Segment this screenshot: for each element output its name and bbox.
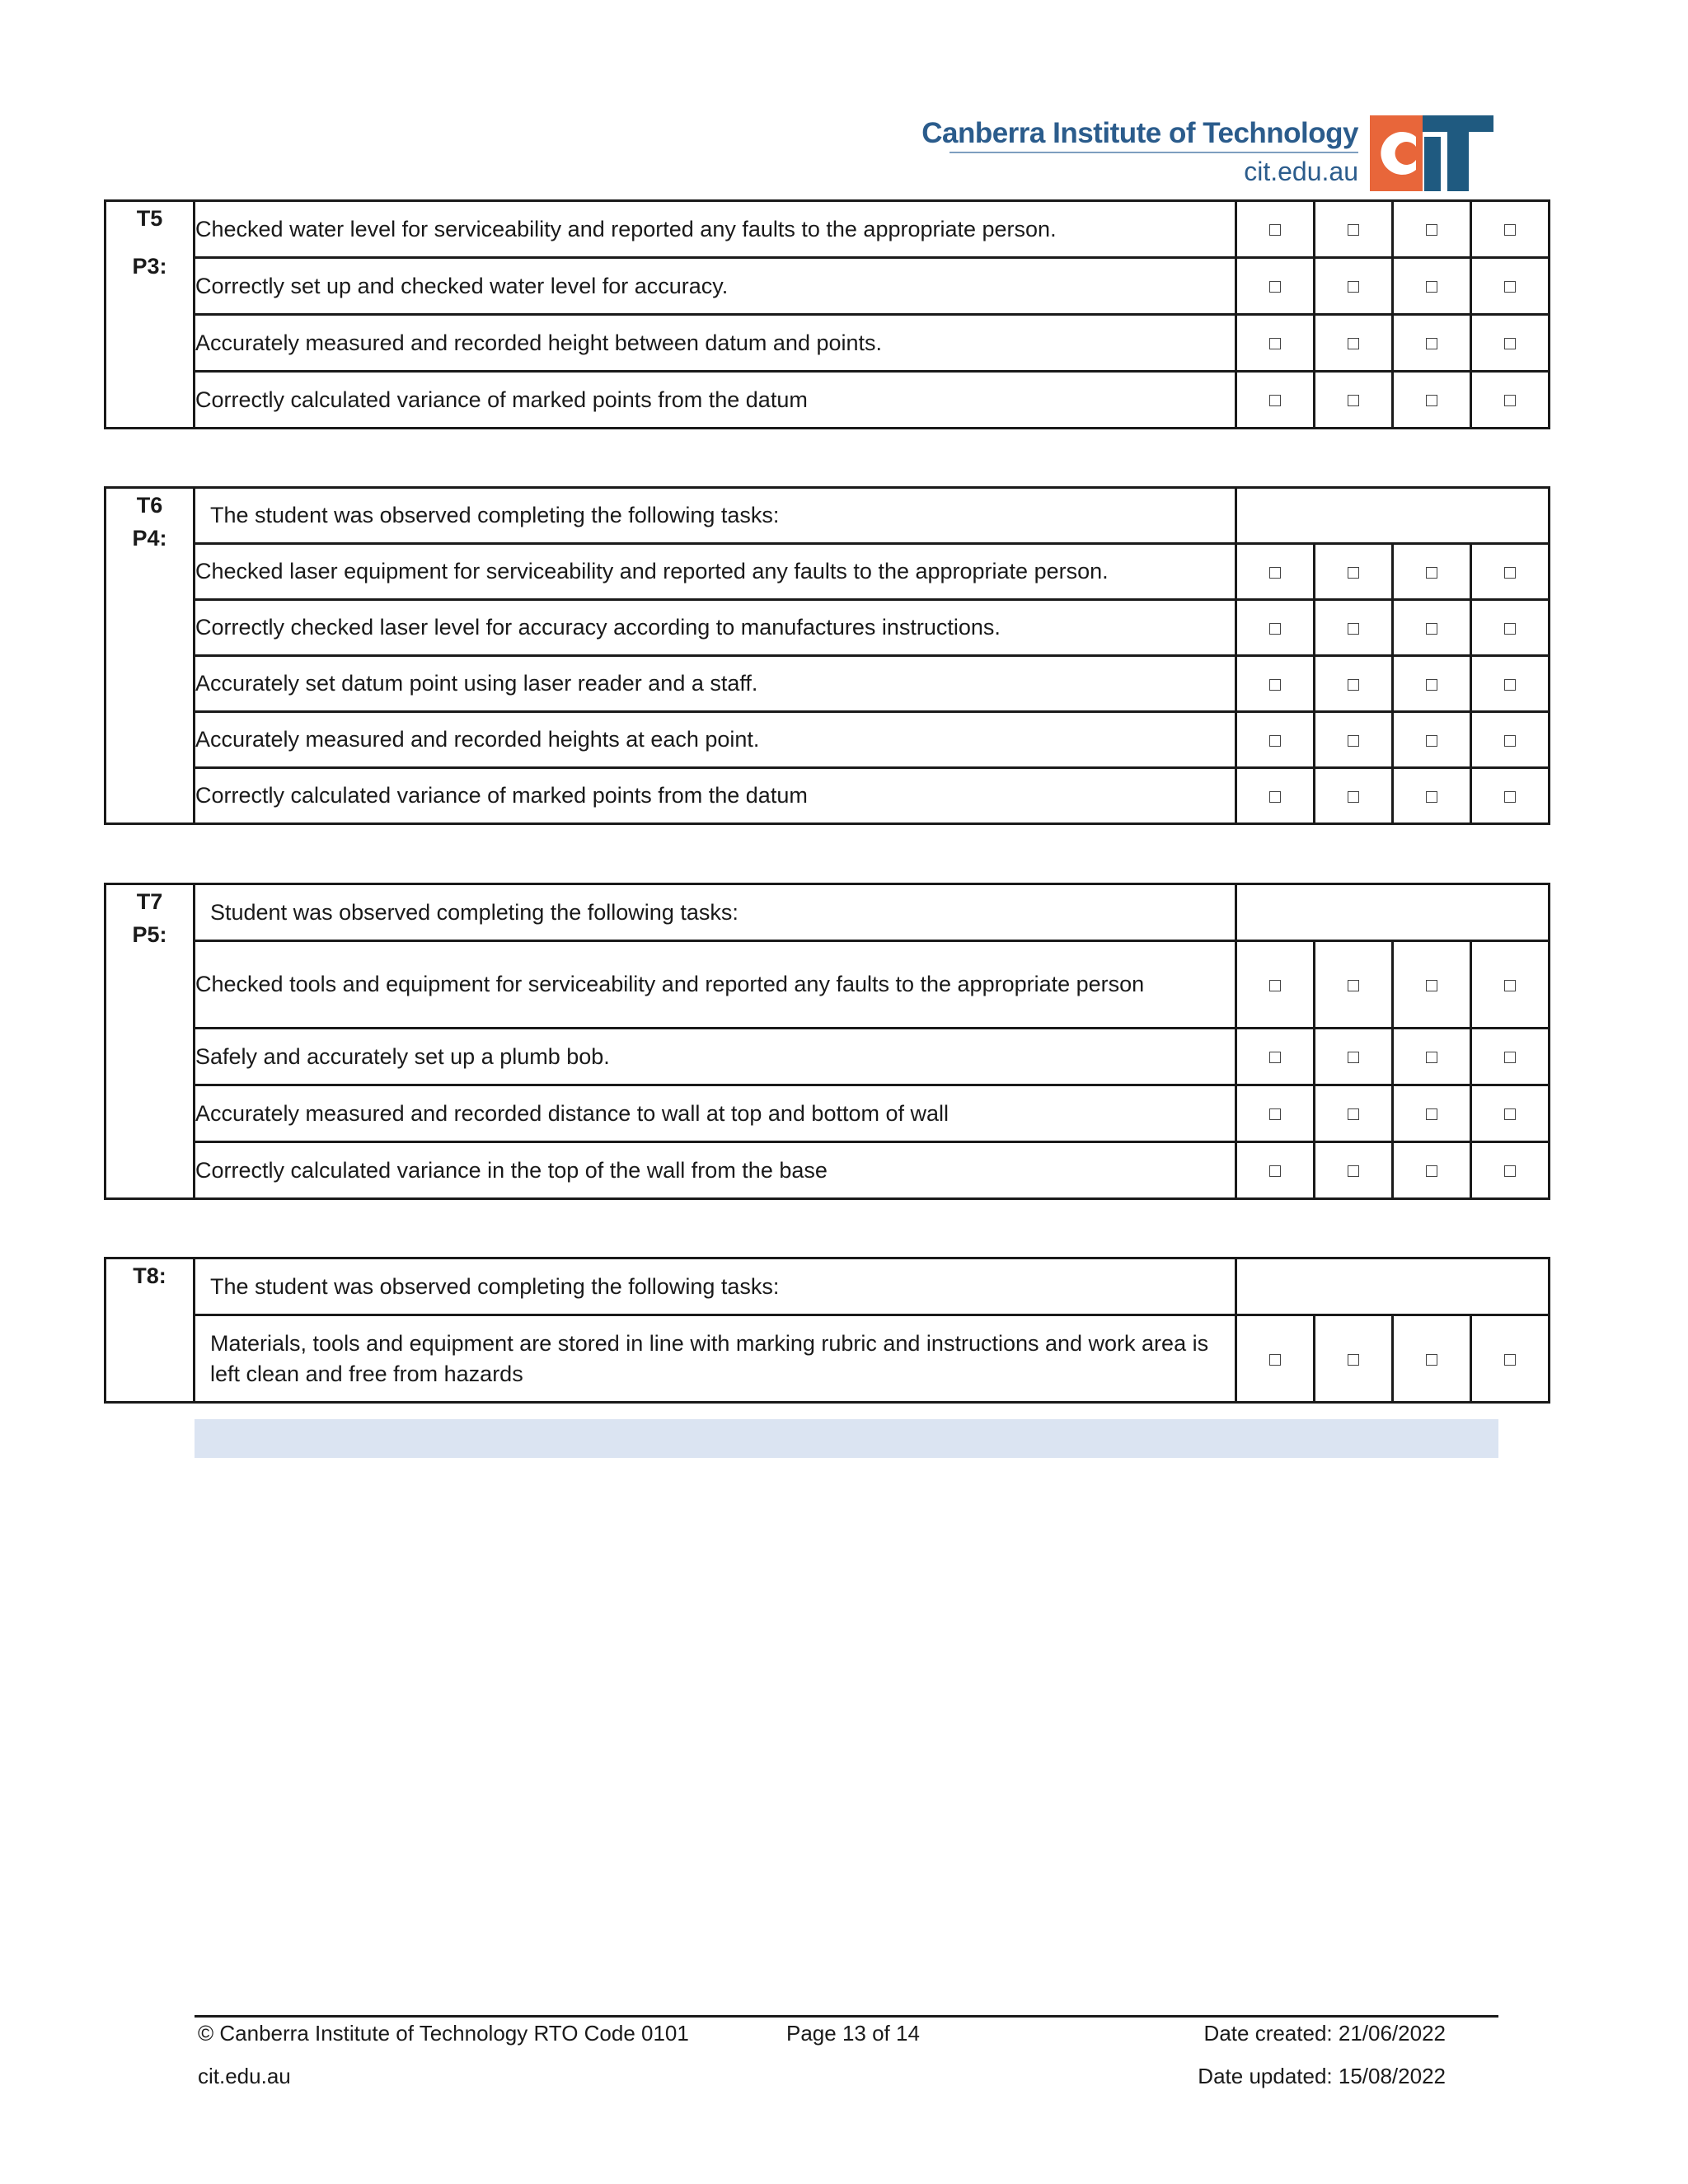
checkbox[interactable] — [1269, 679, 1281, 691]
checkbox-cell[interactable] — [1236, 372, 1315, 429]
task-table-t5 — [104, 199, 1550, 429]
checkbox[interactable] — [1426, 281, 1437, 293]
checkbox[interactable] — [1269, 281, 1281, 293]
cit-logo-mark-icon — [1370, 115, 1493, 191]
checkbox[interactable] — [1504, 791, 1516, 803]
checkbox-cell[interactable] — [1236, 258, 1315, 315]
checkbox[interactable] — [1504, 567, 1516, 579]
checkbox[interactable] — [1348, 395, 1359, 406]
checkbox-cell[interactable] — [1471, 656, 1550, 712]
performance-id: P4: — [132, 526, 167, 551]
checkbox-cell[interactable] — [1236, 1142, 1315, 1199]
checkbox[interactable] — [1426, 735, 1437, 747]
checkbox-cell[interactable] — [1236, 768, 1315, 824]
checkbox-cell[interactable] — [1393, 941, 1471, 1029]
checkbox-cell[interactable] — [1471, 1315, 1550, 1403]
checkbox[interactable] — [1269, 980, 1281, 991]
task-id: T6 — [136, 493, 163, 518]
checkbox[interactable] — [1504, 395, 1516, 406]
checkbox[interactable] — [1426, 791, 1437, 803]
blank-header-cell — [1236, 884, 1550, 941]
checkbox-cell[interactable] — [1236, 544, 1315, 600]
logo-divider — [950, 152, 1358, 153]
checkbox-cell[interactable] — [1471, 544, 1550, 600]
footer-site: cit.edu.au — [198, 2064, 291, 2088]
checkbox-cell[interactable] — [1236, 1085, 1315, 1142]
checkbox-cell[interactable] — [1393, 656, 1471, 712]
checkbox[interactable] — [1348, 1165, 1359, 1177]
table-row — [106, 258, 1550, 315]
checkbox-cell[interactable] — [1236, 941, 1315, 1029]
checkbox[interactable] — [1348, 735, 1359, 747]
checkbox-cell[interactable] — [1393, 1029, 1471, 1085]
checkbox-cell[interactable] — [1393, 1085, 1471, 1142]
task-description: Accurately measured and recorded heights at each point. — [195, 712, 1236, 768]
task-intro: The student was observed completing the following tasks: — [195, 488, 1236, 544]
checkbox-cell[interactable] — [1393, 544, 1471, 600]
logo-url: cit.edu.au — [1244, 157, 1358, 186]
table-row — [106, 884, 1550, 941]
checkbox[interactable] — [1269, 1165, 1281, 1177]
checkbox-cell[interactable] — [1315, 941, 1393, 1029]
checkbox[interactable] — [1348, 980, 1359, 991]
blank-header-cell — [1236, 488, 1550, 544]
checkbox-cell[interactable] — [1315, 1142, 1393, 1199]
checkbox-cell[interactable] — [1236, 656, 1315, 712]
checkbox-cell[interactable] — [1471, 712, 1550, 768]
checkbox-cell[interactable] — [1393, 1142, 1471, 1199]
checkbox[interactable] — [1348, 338, 1359, 349]
checkbox[interactable] — [1348, 567, 1359, 579]
checkbox-cell[interactable] — [1315, 315, 1393, 372]
table-row — [106, 201, 1550, 258]
task-id: T5 — [136, 206, 163, 231]
checkbox[interactable] — [1426, 567, 1437, 579]
checkbox-cell[interactable] — [1315, 1029, 1393, 1085]
footer-copyright: © Canberra Institute of Technology RTO Code 0101 — [198, 2021, 689, 2046]
checkbox[interactable] — [1426, 224, 1437, 236]
task-id-cell — [106, 884, 195, 1199]
checkbox-cell[interactable] — [1315, 258, 1393, 315]
table-row — [106, 712, 1550, 768]
checkbox[interactable] — [1269, 1052, 1281, 1063]
checkbox-cell[interactable] — [1236, 201, 1315, 258]
table-row — [106, 600, 1550, 656]
task-description: Checked water level for serviceability and reported any faults to the appropriate person. — [195, 201, 1236, 258]
checkbox-cell[interactable] — [1236, 1315, 1315, 1403]
footer-date-created: Date created: 21/06/2022 — [1203, 2021, 1446, 2046]
checkbox-cell[interactable] — [1315, 768, 1393, 824]
checkbox[interactable] — [1504, 1052, 1516, 1063]
checkbox-cell[interactable] — [1393, 712, 1471, 768]
task-description: Correctly checked laser level for accuracy according to manufactures instructions. — [195, 600, 1236, 656]
table-row — [106, 1258, 1550, 1315]
checkbox-cell[interactable] — [1471, 201, 1550, 258]
checkbox-cell[interactable] — [1393, 1315, 1471, 1403]
checkbox-cell[interactable] — [1471, 768, 1550, 824]
checkbox[interactable] — [1269, 791, 1281, 803]
checkbox[interactable] — [1348, 281, 1359, 293]
task-id: T8: — [133, 1263, 166, 1288]
checkbox[interactable] — [1348, 1354, 1359, 1366]
checkbox-cell[interactable] — [1393, 600, 1471, 656]
checkbox[interactable] — [1426, 1052, 1437, 1063]
table-row — [106, 315, 1550, 372]
checkbox-cell[interactable] — [1471, 1029, 1550, 1085]
task-table-t7 — [104, 883, 1550, 1200]
checkbox-cell[interactable] — [1315, 1085, 1393, 1142]
checkbox[interactable] — [1426, 679, 1437, 691]
checkbox[interactable] — [1269, 567, 1281, 579]
checkbox-cell[interactable] — [1393, 768, 1471, 824]
checkbox-cell[interactable] — [1471, 1085, 1550, 1142]
checkbox[interactable] — [1504, 623, 1516, 635]
task-description: Accurately measured and recorded distance to wall at top and bottom of wall — [195, 1085, 1236, 1142]
checkbox[interactable] — [1504, 980, 1516, 991]
checkbox[interactable] — [1348, 679, 1359, 691]
checkbox[interactable] — [1269, 224, 1281, 236]
checkbox[interactable] — [1426, 338, 1437, 349]
checkbox-cell[interactable] — [1471, 315, 1550, 372]
checkbox[interactable] — [1348, 1052, 1359, 1063]
logo-name: Canberra Institute of Technology — [921, 117, 1358, 149]
task-description: Correctly calculated variance in the top of the wall from the base — [195, 1142, 1236, 1199]
checkbox[interactable] — [1426, 1108, 1437, 1120]
task-id-cell — [106, 488, 195, 824]
task-description: Safely and accurately set up a plumb bob. — [195, 1029, 1236, 1085]
checkbox[interactable] — [1348, 1108, 1359, 1120]
checkbox-cell[interactable] — [1393, 315, 1471, 372]
checkbox[interactable] — [1269, 1108, 1281, 1120]
task-description: Accurately set datum point using laser reader and a staff. — [195, 656, 1236, 712]
checkbox-cell[interactable] — [1315, 201, 1393, 258]
checkbox[interactable] — [1348, 791, 1359, 803]
footer-divider — [195, 2015, 1498, 2018]
task-intro: Student was observed completing the following tasks: — [195, 884, 1236, 941]
task-intro: The student was observed completing the following tasks: — [195, 1258, 1236, 1315]
task-id-cell — [106, 1258, 195, 1403]
table-row — [106, 1029, 1550, 1085]
task-description: Correctly set up and checked water level for accuracy. — [195, 258, 1236, 315]
checkbox-cell[interactable] — [1393, 258, 1471, 315]
table-row — [106, 372, 1550, 429]
checkbox-cell[interactable] — [1315, 544, 1393, 600]
checkbox[interactable] — [1504, 281, 1516, 293]
table-row — [106, 488, 1550, 544]
performance-id: P3: — [132, 254, 167, 279]
checkbox[interactable] — [1348, 623, 1359, 635]
table-row — [106, 768, 1550, 824]
checkbox[interactable] — [1504, 735, 1516, 747]
blank-header-cell — [1236, 1258, 1550, 1315]
checkbox[interactable] — [1504, 1108, 1516, 1120]
checkbox[interactable] — [1426, 1165, 1437, 1177]
table-row — [106, 1142, 1550, 1199]
task-id: T7 — [136, 889, 163, 914]
table-row — [106, 1315, 1550, 1403]
task-description: Checked tools and equipment for serviceability and reported any faults to the appropriate person — [195, 941, 1236, 1029]
task-description: Materials, tools and equipment are stored in line with marking rubric and instructions and work area is left clean and free from hazards — [195, 1315, 1236, 1403]
checkbox-cell[interactable] — [1471, 1142, 1550, 1199]
checkbox-cell[interactable] — [1393, 201, 1471, 258]
checkbox[interactable] — [1269, 1354, 1281, 1366]
checkbox[interactable] — [1426, 395, 1437, 406]
task-table-t6 — [104, 486, 1550, 825]
task-description: Correctly calculated variance of marked points from the datum — [195, 372, 1236, 429]
table-row — [106, 656, 1550, 712]
checkbox[interactable] — [1504, 338, 1516, 349]
checkbox[interactable] — [1426, 1354, 1437, 1366]
checkbox[interactable] — [1426, 980, 1437, 991]
task-description: Correctly calculated variance of marked points from the datum — [195, 768, 1236, 824]
checkbox-cell[interactable] — [1393, 372, 1471, 429]
checkbox-cell[interactable] — [1236, 712, 1315, 768]
checkbox-cell[interactable] — [1315, 712, 1393, 768]
checkbox[interactable] — [1269, 338, 1281, 349]
task-id-cell — [106, 201, 195, 429]
checkbox-cell[interactable] — [1471, 372, 1550, 429]
checkbox-cell[interactable] — [1315, 656, 1393, 712]
checkbox-cell[interactable] — [1471, 600, 1550, 656]
checkbox-cell[interactable] — [1315, 1315, 1393, 1403]
footer-page-number: Page 13 of 14 — [786, 2021, 920, 2046]
checkbox[interactable] — [1504, 679, 1516, 691]
shaded-bar — [195, 1419, 1498, 1458]
checkbox-cell[interactable] — [1236, 600, 1315, 656]
checkbox[interactable] — [1269, 735, 1281, 747]
table-row — [106, 941, 1550, 1029]
checkbox[interactable] — [1504, 224, 1516, 236]
checkbox[interactable] — [1504, 1354, 1516, 1366]
footer-date-updated: Date updated: 15/08/2022 — [1198, 2064, 1446, 2088]
checkbox[interactable] — [1504, 1165, 1516, 1177]
table-row — [106, 544, 1550, 600]
table-row — [106, 1085, 1550, 1142]
task-description: Checked laser equipment for serviceability and reported any faults to the appropriate person. — [195, 544, 1236, 600]
performance-id: P5: — [132, 922, 167, 947]
checkbox-cell[interactable] — [1315, 600, 1393, 656]
checkbox-cell[interactable] — [1315, 372, 1393, 429]
checkbox-cell[interactable] — [1236, 315, 1315, 372]
checkbox[interactable] — [1269, 395, 1281, 406]
checkbox-cell[interactable] — [1236, 1029, 1315, 1085]
task-description: Accurately measured and recorded height between datum and points. — [195, 315, 1236, 372]
checkbox[interactable] — [1348, 224, 1359, 236]
checkbox[interactable] — [1426, 623, 1437, 635]
task-table-t8 — [104, 1257, 1550, 1404]
checkbox[interactable] — [1269, 623, 1281, 635]
checkbox-cell[interactable] — [1471, 941, 1550, 1029]
checkbox-cell[interactable] — [1471, 258, 1550, 315]
cit-logo — [921, 115, 1493, 191]
